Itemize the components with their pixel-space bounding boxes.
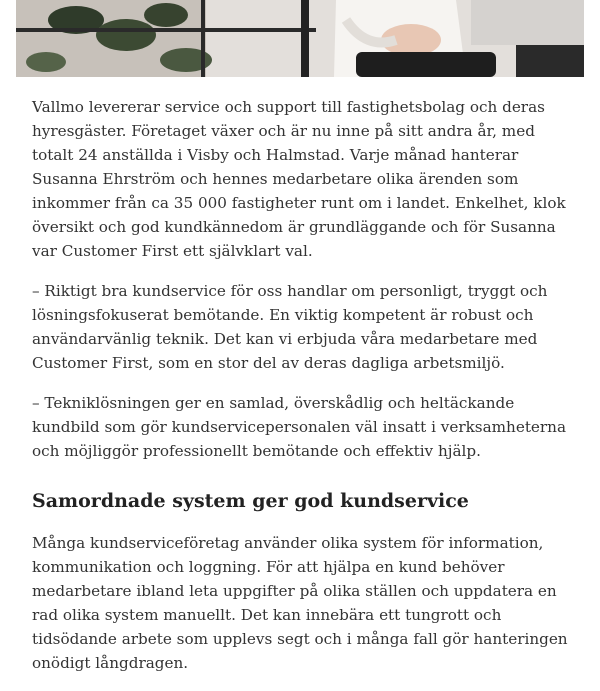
article-paragraph: Vallmo levererar service och support till fastighetsbolag och deras hyresgäster. Företaget växer och är nu inne på sitt andra år, med totalt 24 anställda i Visby och Halmstad. Varje månad hanterar Susanna Ehrström och hennes medarbetare olika ärenden som inkommer från ca 35 000 fastigheter runt om i landet. Enkelhet, klok översikt och god kundkännedom är grundläggande och för Susanna var Customer First ett självklart val. <box>32 98 566 260</box>
hero-image <box>16 0 584 77</box>
office-portrait-image <box>16 0 584 77</box>
article-paragraph: – Riktigt bra kundservice för oss handlar om personligt, tryggt och lösningsfokuserat bemötande. En viktig kompetent är robust och användarvänlig teknik. Det kan vi erbjuda våra medarbetare med Customer First, som en stor del av deras dagliga arbetsmiljö. <box>32 282 548 372</box>
article-body <box>32 95 572 691</box>
article-paragraph: – Tekniklösningen ger en samlad, överskådlig och heltäckande kundbild som gör kundservicepersonalen väl insatt i verksamheterna och möjliggör professionellt bemötande och effektiv hjälp. <box>32 394 567 460</box>
article-paragraph: Många kundserviceföretag använder olika system för information, kommunikation och loggning. För att hjälpa en kund behöver medarbetare ibland leta uppgifter på olika ställen och uppdatera en rad olika system manuellt. Det kan innebära ett tungrott och tidsödande arbete som upplevs segt och i många fall gör hanteringen onödigt långdragen. <box>32 534 568 672</box>
section-heading: Samordnade system ger god kundservice <box>32 490 469 512</box>
